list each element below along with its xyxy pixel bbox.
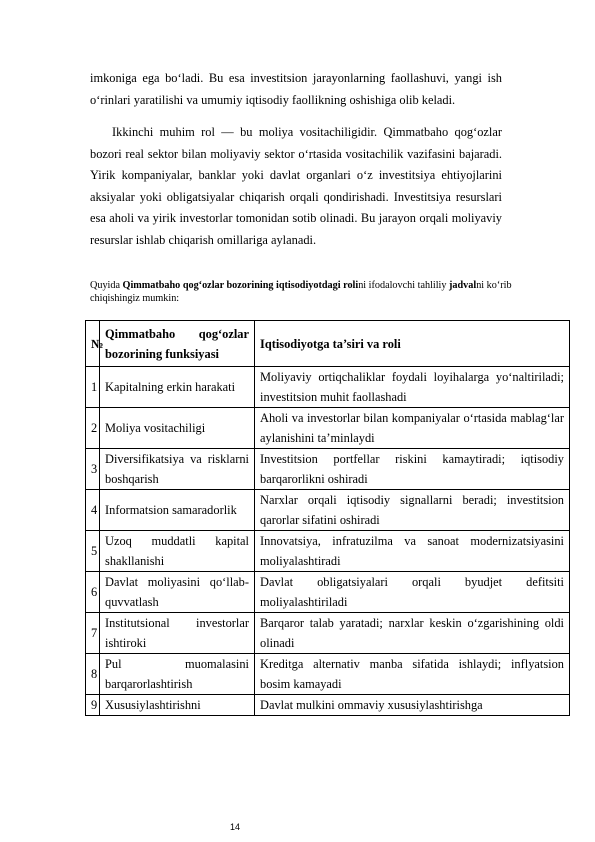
caption-suffix: ni ko‘rib chiqishingiz mumkin:	[90, 280, 512, 304]
row-impact-cell: Aholi va investorlar bilan kompaniyalar o‘rtasida mablag‘lar aylanishini ta’minlaydi	[255, 408, 570, 449]
row-number-cell: 9	[86, 695, 100, 716]
caption-bold-title: Qimmatbaho qog‘ozlar bozorining iqtisodiyotdagi roli	[122, 280, 359, 291]
row-impact-cell: Davlat mulkini ommaviy xususiylashtirishga	[255, 695, 570, 716]
table-row	[86, 531, 570, 572]
table-row	[86, 367, 570, 408]
row-impact-cell: Narxlar orqali iqtisodiy signallarni beradi; investitsion qarorlar sifatini oshiradi	[255, 490, 570, 531]
header-impact: Iqtisodiyotga ta’siri va roli	[255, 321, 570, 367]
row-number-cell: 8	[86, 654, 100, 695]
functions-table	[85, 320, 570, 716]
table-row	[86, 490, 570, 531]
row-number-cell: 5	[86, 531, 100, 572]
table-caption	[90, 279, 530, 305]
row-impact-cell: Davlat obligatsiyalari orqali byudjet defitsiti moliyalashtiriladi	[255, 572, 570, 613]
row-impact-cell: Kreditga alternativ manba sifatida ishlaydi; inflyatsion bosim kamayadi	[255, 654, 570, 695]
row-number-cell: 1	[86, 367, 100, 408]
row-function-cell: Xususiylashtirishni	[100, 695, 255, 716]
row-function-cell: Davlat moliyasini qo‘llab-quvvatlash	[100, 572, 255, 613]
table-row	[86, 572, 570, 613]
caption-bold-table: jadval	[449, 280, 477, 291]
row-impact-cell: Innovatsiya, infratuzilma va sanoat modernizatsiyasini moliyalashtiradi	[255, 531, 570, 572]
header-function: Qimmatbaho qog‘ozlar bozorining funksiyasi	[100, 321, 255, 367]
row-impact-cell: Investitsion portfellar riskini kamaytiradi; iqtisodiy barqarorlikni oshiradi	[255, 449, 570, 490]
caption-prefix: Quyida	[90, 280, 123, 291]
row-function-cell: Kapitalning erkin harakati	[100, 367, 255, 408]
table-header-row	[86, 321, 570, 367]
table-row	[86, 654, 570, 695]
caption-middle: ni ifodalovchi tahliliy	[358, 280, 450, 291]
header-number: №	[86, 321, 100, 367]
row-number-cell: 6	[86, 572, 100, 613]
row-function-cell: Institutsional investorlar ishtiroki	[100, 613, 255, 654]
row-function-cell: Diversifikatsiya va risklarni boshqarish	[100, 449, 255, 490]
row-function-cell: Pul muomalasini barqarorlashtirish	[100, 654, 255, 695]
table-row	[86, 449, 570, 490]
row-impact-cell: Barqaror talab yaratadi; narxlar keskin o‘zgarishining oldi olinadi	[255, 613, 570, 654]
body-paragraph-2: Ikkinchi muhim rol — bu moliya vositachiligidir. Qimmatbaho qog‘ozlar bozori real sektor bilan moliyaviy sektor o‘rtasida vositachilik vazifasini bajaradi. Yirik kompaniyalar, banklar yoki davlat organlari o‘z investitsiya ehtiyojlarini aksiyalar yoki obligatsiyalar chiqarish orqali qondirishadi. Investitsiya resurslari esa aholi va yirik investorlar tomonidan sotib olinadi. Bu jarayon orqali moliyaviy resurslar ishlab chiqarish omillariga aylanadi.	[90, 125, 502, 247]
row-function-cell: Moliya vositachiligi	[100, 408, 255, 449]
row-impact-cell: Moliyaviy ortiqchaliklar foydali loyihalarga yo‘naltiriladi; investitsion muhit faollashadi	[255, 367, 570, 408]
row-function-cell: Uzoq muddatli kapital shakllanishi	[100, 531, 255, 572]
row-number-cell: 4	[86, 490, 100, 531]
row-number-cell: 3	[86, 449, 100, 490]
table-row	[86, 613, 570, 654]
table-row	[86, 408, 570, 449]
row-function-cell: Informatsion samaradorlik	[100, 490, 255, 531]
table-row	[86, 695, 570, 716]
body-paragraph-1: imkoniga ega bo‘ladi. Bu esa investitsion jarayonlarning faollashuvi, yangi ish o‘rinlari yaratilishi va umumiy iqtisodiy faollikning oshishiga olib keladi.	[90, 71, 502, 107]
page-number: 14	[230, 822, 241, 832]
row-number-cell: 7	[86, 613, 100, 654]
row-number-cell: 2	[86, 408, 100, 449]
